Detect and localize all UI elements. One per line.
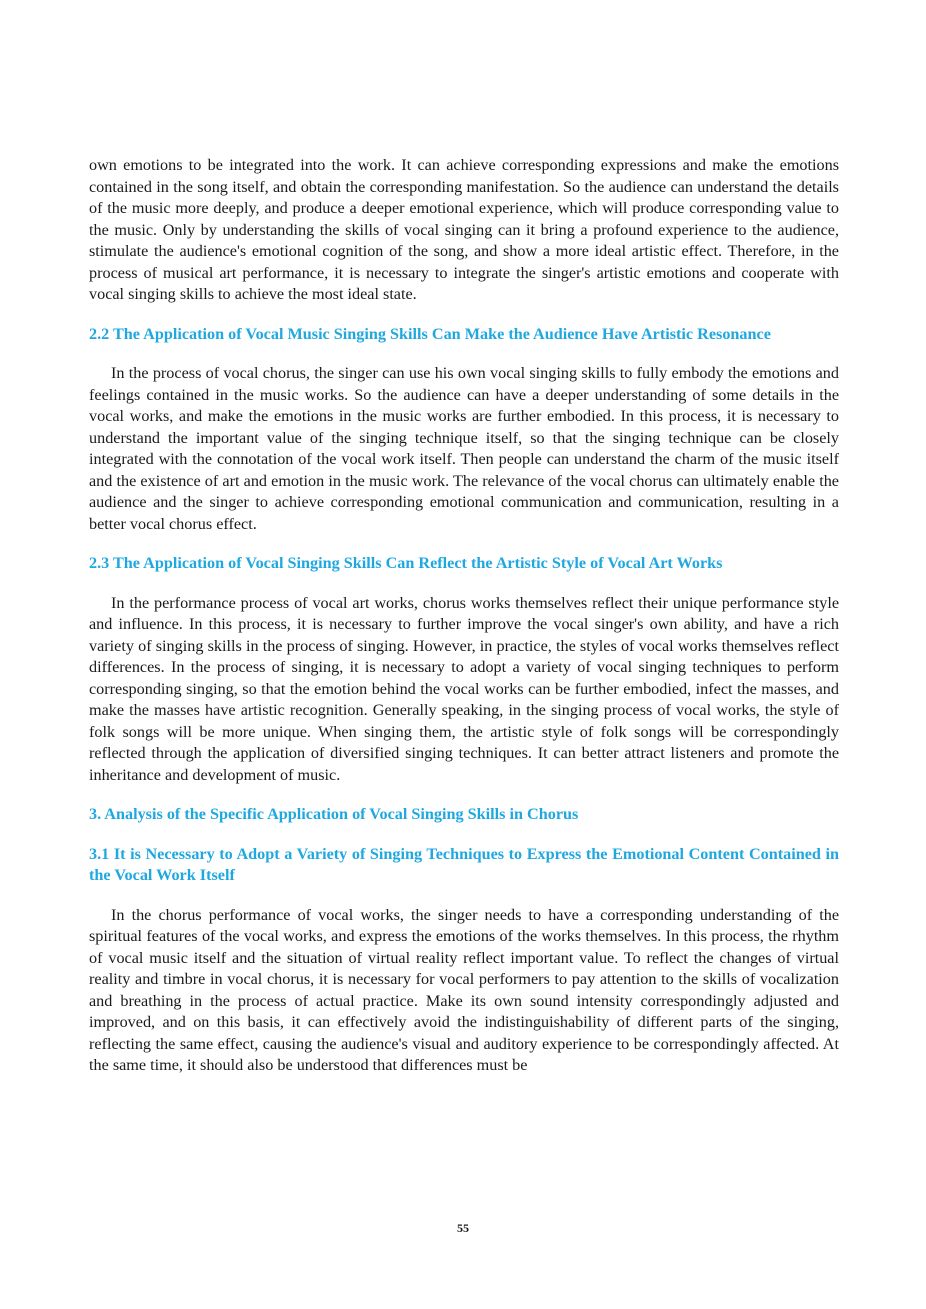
page-body	[89, 155, 839, 1077]
paragraph-section-2-2: In the process of vocal chorus, the singer can use his own vocal singing skills to fully embody the emotions and feelings contained in the music works. So the audience can have a deeper understanding of some details in the vocal works, and make the emotions in the music works are further embodied. In this process, it is necessary to understand the important value of the singing technique itself, so that the singing technique can be closely integrated with the connotation of the vocal work itself. Then people can understand the charm of the music itself and the existence of art and emotion in the music work. The relevance of the vocal chorus can ultimately enable the audience and the singer to achieve corresponding emotional communication and communication, resulting in a better vocal chorus effect.	[89, 364, 839, 533]
paragraph-continuation: own emotions to be integrated into the work. It can achieve corresponding expressions and make the emotions contained in the song itself, and obtain the corresponding manifestation. So the audience can understand the details of the music more deeply, and produce a deeper emotional experience, which will produce corresponding value to the music. Only by understanding the skills of vocal singing can it bring a profound experience to the audience, stimulate the audience's emotional cognition of the song, and show a more ideal artistic effect. Therefore, in the process of musical art performance, it is necessary to integrate the singer's artistic emotions and cooperate with vocal singing skills to achieve the most ideal state.	[89, 156, 839, 303]
section-heading-2-2: 2.2 The Application of Vocal Music Singing Skills Can Make the Audience Have Artistic Resonance	[89, 324, 771, 343]
section-heading-3-1: 3.1 It is Necessary to Adopt a Variety of Singing Techniques to Express the Emotional Content Contained in the Vocal Work Itself	[89, 844, 839, 884]
section-heading-3: 3. Analysis of the Specific Application of Vocal Singing Skills in Chorus	[89, 805, 579, 823]
paragraph-section-2-3: In the performance process of vocal art works, chorus works themselves reflect their unique performance style and influence. In this process, it is necessary to further improve the vocal singer's own ability, and have a rich variety of singing skills in the process of singing. However, in practice, the styles of vocal works themselves reflect differences. In the process of singing, it is necessary to adopt a variety of vocal singing techniques to perform corresponding singing, so that the emotion behind the vocal works can be further embodied, infect the masses, and make the masses have artistic recognition. Generally speaking, in the singing process of vocal works, the style of folk songs will be more unique. When singing them, the artistic style of folk songs will be correspondingly reflected through the application of diversified singing techniques. It can better attract listeners and promote the inheritance and development of music.	[89, 593, 839, 784]
paragraph-section-3-1: In the chorus performance of vocal works, the singer needs to have a corresponding understanding of the spiritual features of the vocal works, and express the emotions of the works themselves. In this process, the rhythm of vocal music itself and the situation of virtual reality reflect important value. To reflect the changes of virtual reality and timbre in vocal chorus, it is necessary for vocal performers to pay attention to the skills of vocalization and breathing in the process of actual practice. Make its own sound intensity correspondingly adjusted and improved, and on this basis, it can effectively avoid the indistinguishability of different parts of the singing, reflecting the same effect, causing the audience's visual and auditory experience to be correspondingly affected. At the same time, it should also be understood that differences must be	[89, 905, 839, 1074]
section-heading-2-3: 2.3 The Application of Vocal Singing Skills Can Reflect the Artistic Style of Vocal Art Works	[89, 554, 723, 572]
page-number: 55	[457, 1221, 469, 1235]
